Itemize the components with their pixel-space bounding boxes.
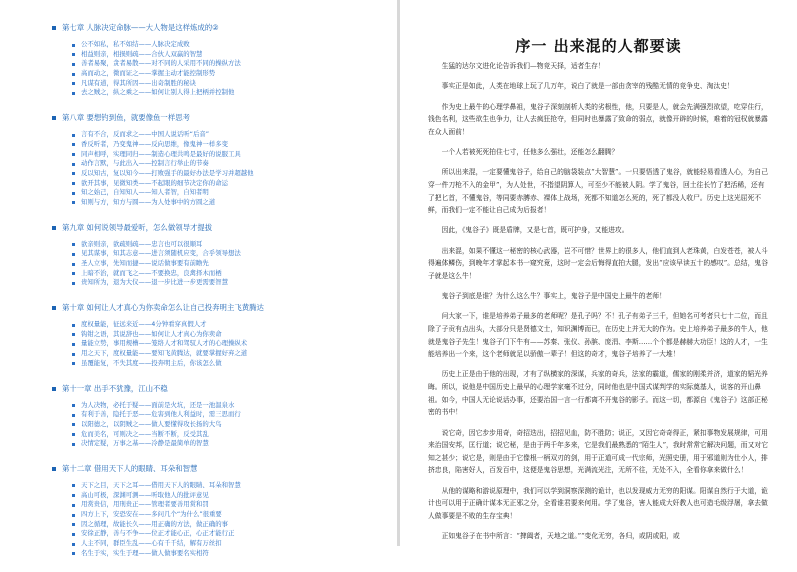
toc-section-list <box>72 320 382 368</box>
toc-section-link[interactable]: 动作言默，与此出入——控制言行举止的节奏 <box>72 159 382 169</box>
toc-section-link[interactable]: 危而美名，可则决之——当断不断，反受其乱 <box>72 430 382 440</box>
toc-section-link[interactable]: 知则与方，知方与圆——为人处事中的方圆之道 <box>72 198 382 208</box>
toc-section-list <box>72 401 382 449</box>
toc-section-link[interactable]: 因之循理，故能长久——用正确的方法，做正确的事 <box>72 520 382 530</box>
paragraph: 正如鬼谷子在书中所言：“捭阖者，天地之道。”“变化无穷，各归，或阴或阳，或 <box>441 532 680 541</box>
toc-chapter-title[interactable]: 第八章 要想钓到鱼，就要像鱼一样思考 <box>52 112 382 124</box>
toc-chapter-title[interactable]: 第十一章 出手不犹豫，江山不稳 <box>52 383 382 395</box>
toc-section-link[interactable]: 有利于善，隐托于恶——危害到他人利益时，需三思而行 <box>72 410 382 420</box>
toc-chapter <box>52 222 382 288</box>
toc-section-link[interactable]: 以阳德之，以阴贼之——做人要懂得攻长扬的大鸟 <box>72 420 382 430</box>
article-body <box>428 60 768 550</box>
toc-section-link[interactable]: 相益则亲，相损则疏——合伙人双赢的智慧 <box>72 50 382 60</box>
toc-section-link[interactable]: 四方上下，安恐安在——多问几个“为什么”很重要 <box>72 510 382 520</box>
toc-section-link[interactable]: 为人决物，必托于疑——面前是火坑，还是一池温泉水 <box>72 401 382 411</box>
paragraph: 生猛的达尔文进化论告诉我们—物竞天择，适者生存！ <box>441 62 605 70</box>
toc-section-link[interactable]: 度权量能，征远来近——4分钟看穿真假人才 <box>72 320 382 330</box>
toc-section-list <box>72 481 382 559</box>
paragraph: 作为史上最牛的心理学鼻祖，鬼谷子深刻剖析人类的劣根性，他，只要是人，就会先满强烈欲望，吃穿住行，钱色名利，这些欲生也争力，让人去疯狂抢夺，但同时也暴露了致命的弱点，就像开辟的时候，难着的冠权就暴露在众人面前！ <box>428 102 768 136</box>
toc-section-link[interactable]: 人主不同，群臣生乱——心有千千结，解有万丝扣 <box>72 539 382 549</box>
paragraph: 说它奇，因它步步用奇，奇招迭出，招招见血，防不胜防；说正，又因它奇奇得正，紧扣事物发展规律，可用来治国安邦，匡行道；说它秘，是由于两千年多来，它是我们最熟悉的“陌生人”，我时常常它解决问题，而又对它知之甚少；说它是，则是由于它像根一柄双刃的剑，用于正道可成一代宗师，光照史册，用于邪道则为仕小人，排挤忠良，陷害好人，百发百中，这便是鬼谷思想，光满流光注，无所不往，无处不入，全看你拿来做什么！ <box>428 428 768 475</box>
toc-section-link[interactable]: 见其谋事，知其志意——进言须随机应变，合乎领导想法 <box>72 249 382 259</box>
toc-section-link[interactable]: 天下之目，天下之耳——借用天下人的眼睛、耳朵和智慧 <box>72 481 382 491</box>
toc-section-link[interactable]: 公不如私，私不如结——人脉决定成败 <box>72 40 382 50</box>
paragraph: 从他的谋略和游说原理中，我们可以学到洞察深测的诡计，也以发现威力无穷的阳谋。阳谋自然行于大道，诡计也可以用于正确计谋本无正邪之分，全看谁君要来何用。学了鬼谷，害人能成大奸教人也可造毛级浮屠，拿去做人做事要是不败的生存宝典！ <box>428 486 768 520</box>
toc-section-list <box>72 240 382 288</box>
toc-section-link[interactable]: 上暗不治，就而飞之——不要换忠，良禽择木而栖 <box>72 269 382 279</box>
left-page <box>0 0 397 557</box>
paragraph: 因此，《鬼谷子》既是盾牌，又是七首，既可护身，又能进攻。 <box>441 226 629 235</box>
toc-section-link[interactable]: 安徐正静，善与不争——位正才能心正，心正才能行正 <box>72 529 382 539</box>
toc-section-link[interactable]: 反以知古，复以知今——打败强手的最好办法是学习并超越他 <box>72 169 382 179</box>
toc-section-link[interactable]: 高山可极，深渊可测——听取他人的批评意见 <box>72 491 382 501</box>
toc-section-list <box>72 130 382 208</box>
toc-section-link[interactable]: 欲亲则亲，欲疏则疏——忠言也可以很顺耳 <box>72 240 382 250</box>
paragraph: 所以出来混，一定要懂鬼谷子，给自己的脑袋装点“大智慧”。一只要悟透了鬼谷，就能轻易看透人心，为自己穿一件刀枪不入的金甲”，为人处世，不指望阴算人，可至少不能被人阴。学了鬼谷，回土往长竹了把活稀，还有了把匕首，不懂鬼谷，等同要赤膊赤、裸体上战场，死都不知道怎么死的，死了都没人收尸。历史上这光屈死不鲜，而我们一定不能让自己成为后报者！ <box>428 168 768 215</box>
toc-section-link[interactable]: 贵知所为，退为大仪——退一步比进一步更需要智慧 <box>72 278 382 288</box>
toc-section-link[interactable]: 用赏贵信，用刑贵正——管理者要善用赏和罚 <box>72 500 382 510</box>
toc-section-link[interactable]: 知之始己，自知知人——知人者智，自知者明 <box>72 188 382 198</box>
toc-section-link[interactable]: 同声相呼，实理同归——制造心理共鸣是最好的说服工具 <box>72 150 382 160</box>
toc-chapter-title[interactable]: 第九章 如何说领导最爱听，怎么做领导才提拔 <box>52 222 382 234</box>
toc-section-list <box>72 40 382 98</box>
paragraph: 问大家一下，谁是培养弟子最多的老师呢？是孔子吗？不！孔子有弟子三千，但她名可考者只七十二位，而且除了子贡有点出头，大部分只是贤德文士，知识渊博而已，在历史上并无大的作为。史上培养弟子最多的牛人，他就是鬼谷子先生！鬼谷子门下牛有——苏秦、张仪、孙膑、庞涓、李斯……个个都是赫赫大功臣！这的人才，一生能培养出一个来，这个老师就足以骄傲一辈子！但这的奇才，鬼谷子培养了一大堆！ <box>428 312 768 359</box>
right-page <box>400 0 797 546</box>
toc-section-link[interactable]: 凡谋有道，得其所因——出奇制胜的秘诀 <box>72 79 382 89</box>
toc-chapter-title[interactable]: 第十二章 借用天下人的眼睛、耳朵和智慧 <box>52 463 382 475</box>
toc-section-link[interactable]: 圣人立事，先知而捷——说话做事要有前瞻先 <box>72 259 382 269</box>
toc-chapter <box>52 383 382 449</box>
table-of-contents <box>52 22 382 572</box>
toc-section-link[interactable]: 量能立势，事用规槽——笼络人才和驾驭人才的心理操纵术 <box>72 339 382 349</box>
page-title: 序一 出来混的人都要读 <box>515 37 682 55</box>
toc-section-link[interactable]: 用之天下，度权量能——要知飞黄腾达，就要掌握好弃之道 <box>72 349 382 359</box>
toc-chapter-title[interactable]: 第十章 如何让人才真心为你卖命怎么让自己投奔明主飞黄腾达 <box>52 302 382 314</box>
toc-chapter <box>52 112 382 208</box>
toc-section-link[interactable]: 虽覆能复，不失其度——投奔明主后，你该怎么做 <box>72 359 382 369</box>
toc-section-link[interactable]: 决情定疑，万事之基——冷静是最简单的智慧 <box>72 439 382 449</box>
paragraph: 一个人若被死死拍住七寸，任他多么强壮，还能怎么翻腾？ <box>441 148 619 157</box>
toc-section-link[interactable]: 名生于实，实生于理——做人做事要名实相符 <box>72 549 382 559</box>
toc-section-link[interactable]: 高而动之，微而证之——掌握主动才能控制形势 <box>72 69 382 79</box>
toc-chapter <box>52 302 382 368</box>
toc-section-link[interactable]: 言有不合，反而求之——中国人说话听“后音” <box>72 130 382 140</box>
paragraph: 事实正是如此，人类在地球上玩了几万年，说白了就是一部由贪宰的残酷无情的竞争史、淘汰史！ <box>441 82 734 91</box>
paragraph: 出来混，如果不懂这一秘密的核心武器，岂不可惜？世界上的很多人，他们直到人老珠黄，白发苍苍，被人斗得遍体鳞伤，到晚年才掌起本书一窥究竟，这时一定会后悔得直拍大腿，发出“应该早读五十的感叹”。总结，鬼谷子就是这么牛！ <box>428 246 768 280</box>
toc-chapter <box>52 22 382 98</box>
toc-section-link[interactable]: 欲开其事，见微知类——不起眼的细节决定你的命运 <box>72 179 382 189</box>
paragraph: 历史上正是由于他的出现，才有了纵横家的深谋，兵家的奇兵，法家的霸道，儒家的刚柔并济，道家的韬光养晦。所以，说他是中国历史上最早的心理学家毫不过分，同时他也是中国式谋判学的实际奠基人，说客的开山鼻祖。如今，中国人无论说话办事，还要治国一言一行都离不开鬼谷的影子。而这一切，都源自《鬼谷子》这部正秘密的书中！ <box>428 370 768 417</box>
toc-section-link[interactable]: 钩钳之语，其说辞也——如何让人才真心为你卖命 <box>72 330 382 340</box>
toc-section-link[interactable]: 去之贼之，纵之乘之——如何让别人得上把柄并控制他 <box>72 88 382 98</box>
toc-chapter-title[interactable]: 第七章 人脉决定命脉——大人物是这样炼成的② <box>52 22 382 34</box>
toc-section-link[interactable]: 香反听者，乃变鬼神——反向思维，像鬼神一样多变 <box>72 140 382 150</box>
paragraph: 鬼谷子到底是谁？为什么这么牛？事实上，鬼谷子是中国史上最牛的老师！ <box>441 292 666 301</box>
toc-chapter <box>52 463 382 559</box>
toc-section-link[interactable]: 善者易聚，贪者易散——对不同的人采用不同的操纵方法 <box>72 59 382 69</box>
